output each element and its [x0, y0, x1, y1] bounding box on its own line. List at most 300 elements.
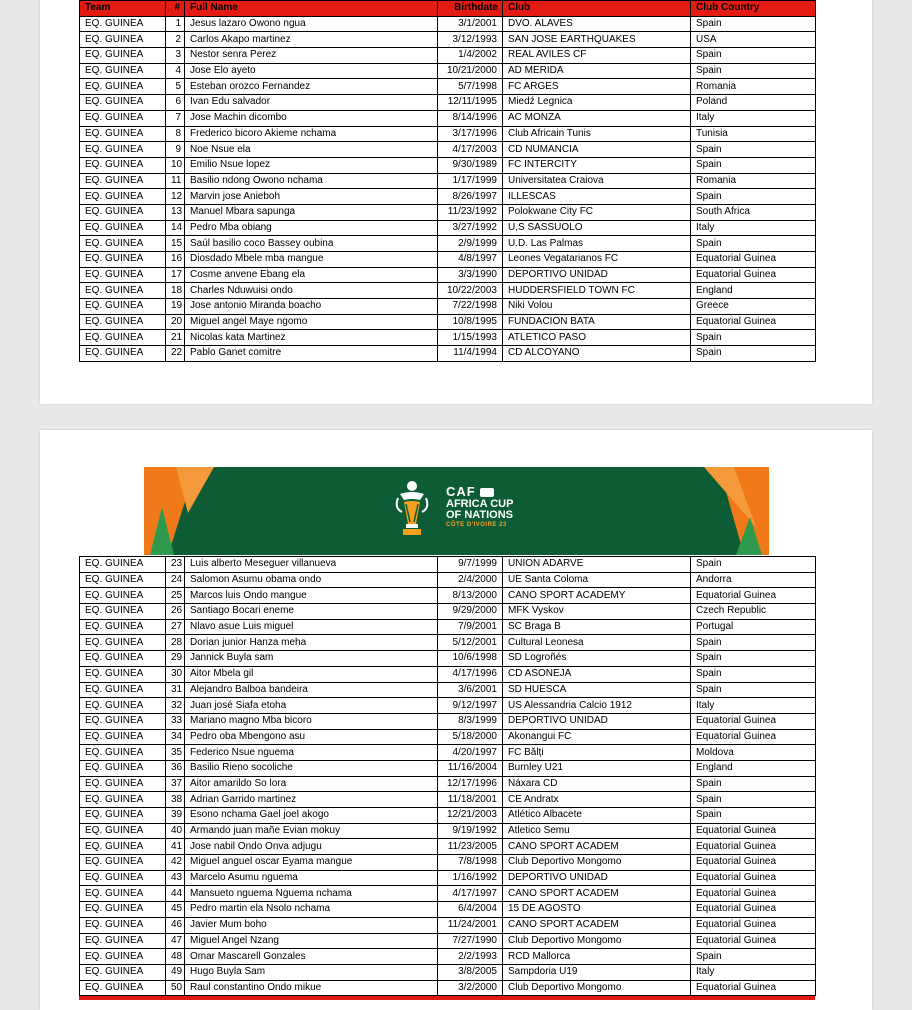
birthdate-cell: 8/14/1996 — [438, 110, 503, 126]
birthdate-cell: 8/13/2000 — [438, 588, 503, 604]
name-cell: Marvin jose Anieboh — [185, 189, 438, 205]
birthdate-cell: 3/17/1996 — [438, 126, 503, 142]
birthdate-cell: 7/8/1998 — [438, 855, 503, 871]
team-cell: EQ. GUINEA — [80, 651, 166, 667]
birthdate-cell: 11/23/1992 — [438, 204, 503, 220]
table-row — [80, 933, 816, 949]
birthdate-cell: 3/12/1993 — [438, 32, 503, 48]
club-cell: CD NUMANCIA — [503, 142, 691, 158]
number-cell: 42 — [166, 855, 185, 871]
name-cell: Noe Nsue ela — [185, 142, 438, 158]
club-cell: Polokwane City FC — [503, 204, 691, 220]
table-row — [80, 283, 816, 299]
birthdate-cell: 11/16/2004 — [438, 760, 503, 776]
birthdate-cell: 4/8/1997 — [438, 252, 503, 268]
header-team: Team — [80, 1, 166, 17]
club-country-cell: Romania — [691, 79, 816, 95]
team-cell: EQ. GUINEA — [80, 729, 166, 745]
team-cell: EQ. GUINEA — [80, 682, 166, 698]
club-country-cell: Spain — [691, 346, 816, 362]
team-cell: EQ. GUINEA — [80, 48, 166, 64]
name-cell: Nicolas kata Martinez — [185, 330, 438, 346]
table-row — [80, 572, 816, 588]
team-cell: EQ. GUINEA — [80, 666, 166, 682]
club-country-cell: Spain — [691, 776, 816, 792]
name-cell: Pedro oba Mbengono asu — [185, 729, 438, 745]
table-row — [80, 666, 816, 682]
table-row — [80, 792, 816, 808]
club-cell: Miedź Legnica — [503, 95, 691, 111]
club-country-cell: Spain — [691, 666, 816, 682]
team-cell: EQ. GUINEA — [80, 173, 166, 189]
team-cell: EQ. GUINEA — [80, 917, 166, 933]
birthdate-cell: 10/6/1998 — [438, 651, 503, 667]
table-row — [80, 267, 816, 283]
birthdate-cell: 9/19/1992 — [438, 823, 503, 839]
table-row — [80, 32, 816, 48]
table-row — [80, 604, 816, 620]
table-row — [80, 79, 816, 95]
banner-host: CÔTE D'IVOIRE 23 — [446, 522, 507, 528]
number-cell: 26 — [166, 604, 185, 620]
team-cell: EQ. GUINEA — [80, 839, 166, 855]
document-page-2 — [40, 430, 872, 1010]
team-cell: EQ. GUINEA — [80, 776, 166, 792]
birthdate-cell: 10/21/2000 — [438, 63, 503, 79]
name-cell: Jose Machin dicombo — [185, 110, 438, 126]
name-cell: Emilio Nsue lopez — [185, 157, 438, 173]
team-cell: EQ. GUINEA — [80, 32, 166, 48]
header-birthdate: Birthdate — [438, 1, 503, 17]
club-country-cell: Equatorial Guinea — [691, 855, 816, 871]
table-row — [80, 220, 816, 236]
club-country-cell: Spain — [691, 157, 816, 173]
team-cell: EQ. GUINEA — [80, 314, 166, 330]
team-cell: EQ. GUINEA — [80, 236, 166, 252]
club-cell: SAN JOSE EARTHQUAKES — [503, 32, 691, 48]
table-row — [80, 330, 816, 346]
team-cell: EQ. GUINEA — [80, 760, 166, 776]
club-country-cell: Poland — [691, 95, 816, 111]
page-bottom-rule — [79, 996, 815, 1000]
name-cell: Marcelo Asumu nguema — [185, 870, 438, 886]
birthdate-cell: 9/12/1997 — [438, 698, 503, 714]
club-cell: DEPORTIVO UNIDAD — [503, 267, 691, 283]
team-cell: EQ. GUINEA — [80, 16, 166, 32]
table-row — [80, 964, 816, 980]
club-cell: ATLETICO PASO — [503, 330, 691, 346]
name-cell: Basilio Rieno socoliche — [185, 760, 438, 776]
club-country-cell: Italy — [691, 110, 816, 126]
number-cell: 46 — [166, 917, 185, 933]
name-cell: Omar Mascarell Gonzales — [185, 949, 438, 965]
roster-body-1 — [80, 16, 816, 361]
table-row — [80, 980, 816, 996]
name-cell: Ivan Edu salvador — [185, 95, 438, 111]
club-country-cell: Equatorial Guinea — [691, 267, 816, 283]
table-row — [80, 855, 816, 871]
club-country-cell: Italy — [691, 220, 816, 236]
birthdate-cell: 1/15/1993 — [438, 330, 503, 346]
club-country-cell: Spain — [691, 557, 816, 573]
table-row — [80, 299, 816, 315]
number-cell: 40 — [166, 823, 185, 839]
header-full-name: Full Name — [185, 1, 438, 17]
club-cell: UE Santa Coloma — [503, 572, 691, 588]
name-cell: Pedro Mba obiang — [185, 220, 438, 236]
logo-wordmark — [446, 484, 513, 528]
team-cell: EQ. GUINEA — [80, 980, 166, 996]
club-country-cell: Equatorial Guinea — [691, 902, 816, 918]
name-cell: Frederico bicoro Akieme nchama — [185, 126, 438, 142]
birthdate-cell: 8/3/1999 — [438, 713, 503, 729]
number-cell: 19 — [166, 299, 185, 315]
team-cell: EQ. GUINEA — [80, 252, 166, 268]
team-cell: EQ. GUINEA — [80, 204, 166, 220]
team-cell: EQ. GUINEA — [80, 808, 166, 824]
number-cell: 1 — [166, 16, 185, 32]
club-country-cell: Italy — [691, 964, 816, 980]
number-cell: 27 — [166, 619, 185, 635]
birthdate-cell: 10/22/2003 — [438, 283, 503, 299]
club-cell: HUDDERSFIELD TOWN FC — [503, 283, 691, 299]
table-row — [80, 189, 816, 205]
team-cell: EQ. GUINEA — [80, 142, 166, 158]
club-country-cell: Spain — [691, 635, 816, 651]
number-cell: 37 — [166, 776, 185, 792]
team-cell: EQ. GUINEA — [80, 933, 166, 949]
club-cell: AC MONZA — [503, 110, 691, 126]
birthdate-cell: 1/16/1992 — [438, 870, 503, 886]
table-row — [80, 886, 816, 902]
table-row — [80, 870, 816, 886]
club-cell: FC Bălți — [503, 745, 691, 761]
club-country-cell: Equatorial Guinea — [691, 870, 816, 886]
club-country-cell: England — [691, 760, 816, 776]
club-country-cell: Equatorial Guinea — [691, 886, 816, 902]
number-cell: 7 — [166, 110, 185, 126]
number-cell: 36 — [166, 760, 185, 776]
birthdate-cell: 12/11/1995 — [438, 95, 503, 111]
club-cell: Akonangui FC — [503, 729, 691, 745]
number-cell: 33 — [166, 713, 185, 729]
birthdate-cell: 3/3/1990 — [438, 267, 503, 283]
birthdate-cell: 2/9/1999 — [438, 236, 503, 252]
club-country-cell: Spain — [691, 792, 816, 808]
name-cell: Nestor senra Perez — [185, 48, 438, 64]
table-row — [80, 204, 816, 220]
document-page-1 — [40, 0, 872, 404]
number-cell: 5 — [166, 79, 185, 95]
club-cell: RCD Mallorca — [503, 949, 691, 965]
table-row — [80, 729, 816, 745]
club-country-cell: Tunisia — [691, 126, 816, 142]
table-row — [80, 126, 816, 142]
club-country-cell: Romania — [691, 173, 816, 189]
name-cell: Saúl basilio coco Bassey oubina — [185, 236, 438, 252]
club-country-cell: South Africa — [691, 204, 816, 220]
number-cell: 39 — [166, 808, 185, 824]
team-cell: EQ. GUINEA — [80, 330, 166, 346]
birthdate-cell: 3/8/2005 — [438, 964, 503, 980]
birthdate-cell: 12/21/2003 — [438, 808, 503, 824]
number-cell: 12 — [166, 189, 185, 205]
birthdate-cell: 5/18/2000 — [438, 729, 503, 745]
club-country-cell: Spain — [691, 949, 816, 965]
table-row — [80, 760, 816, 776]
number-cell: 13 — [166, 204, 185, 220]
club-country-cell: Equatorial Guinea — [691, 252, 816, 268]
number-cell: 43 — [166, 870, 185, 886]
name-cell: Pedro martin ela Nsolo nchama — [185, 902, 438, 918]
table-row — [80, 110, 816, 126]
number-cell: 11 — [166, 173, 185, 189]
team-cell: EQ. GUINEA — [80, 157, 166, 173]
number-cell: 2 — [166, 32, 185, 48]
club-country-cell: Greece — [691, 299, 816, 315]
name-cell: Salomon Asumu obama ondo — [185, 572, 438, 588]
club-cell: Leones Vegatarianos FC — [503, 252, 691, 268]
club-country-cell: Spain — [691, 16, 816, 32]
birthdate-cell: 7/9/2001 — [438, 619, 503, 635]
club-cell: CD ALCOYANO — [503, 346, 691, 362]
name-cell: Cosme anvene Ebang ela — [185, 267, 438, 283]
birthdate-cell: 11/18/2001 — [438, 792, 503, 808]
club-country-cell: Spain — [691, 682, 816, 698]
table-row — [80, 16, 816, 32]
team-cell: EQ. GUINEA — [80, 886, 166, 902]
club-country-cell: Equatorial Guinea — [691, 314, 816, 330]
club-cell: Burnley U21 — [503, 760, 691, 776]
name-cell: Jesus lazaro Owono ngua — [185, 16, 438, 32]
header-club-country: Club Country — [691, 1, 816, 17]
team-cell: EQ. GUINEA — [80, 283, 166, 299]
birthdate-cell: 9/7/1999 — [438, 557, 503, 573]
table-row — [80, 713, 816, 729]
club-country-cell: Spain — [691, 330, 816, 346]
club-cell: DVO. ALAVES — [503, 16, 691, 32]
name-cell: Jose nabil Ondo Onva adjugu — [185, 839, 438, 855]
birthdate-cell: 8/26/1997 — [438, 189, 503, 205]
birthdate-cell: 9/29/2000 — [438, 604, 503, 620]
table-row — [80, 252, 816, 268]
birthdate-cell: 11/24/2001 — [438, 917, 503, 933]
birthdate-cell: 2/4/2000 — [438, 572, 503, 588]
club-cell: Sampdoria U19 — [503, 964, 691, 980]
birthdate-cell: 7/22/1998 — [438, 299, 503, 315]
number-cell: 30 — [166, 666, 185, 682]
name-cell: Federico Nsue nguema — [185, 745, 438, 761]
club-cell: Atlético Albacete — [503, 808, 691, 824]
table-row — [80, 698, 816, 714]
name-cell: Luis alberto Meseguer villanueva — [185, 557, 438, 573]
number-cell: 28 — [166, 635, 185, 651]
birthdate-cell: 3/2/2000 — [438, 980, 503, 996]
club-cell: Club Africain Tunis — [503, 126, 691, 142]
team-cell: EQ. GUINEA — [80, 95, 166, 111]
team-cell: EQ. GUINEA — [80, 110, 166, 126]
number-cell: 3 — [166, 48, 185, 64]
team-cell: EQ. GUINEA — [80, 698, 166, 714]
club-cell: UNION ADARVE — [503, 557, 691, 573]
number-cell: 14 — [166, 220, 185, 236]
birthdate-cell: 3/1/2001 — [438, 16, 503, 32]
club-country-cell: Spain — [691, 189, 816, 205]
roster-table-1 — [79, 0, 816, 362]
team-cell: EQ. GUINEA — [80, 604, 166, 620]
birthdate-cell: 7/27/1990 — [438, 933, 503, 949]
team-cell: EQ. GUINEA — [80, 745, 166, 761]
number-cell: 10 — [166, 157, 185, 173]
number-cell: 4 — [166, 63, 185, 79]
club-cell: Cultural Leonesa — [503, 635, 691, 651]
number-cell: 45 — [166, 902, 185, 918]
club-cell: REAL AVILES CF — [503, 48, 691, 64]
name-cell: Carlos Akapo martinez — [185, 32, 438, 48]
birthdate-cell: 4/17/1997 — [438, 886, 503, 902]
table-row — [80, 142, 816, 158]
header-number: # — [166, 1, 185, 17]
number-cell: 29 — [166, 651, 185, 667]
team-cell: EQ. GUINEA — [80, 855, 166, 871]
birthdate-cell: 3/6/2001 — [438, 682, 503, 698]
team-cell: EQ. GUINEA — [80, 870, 166, 886]
club-country-cell: Portugal — [691, 619, 816, 635]
table-row — [80, 314, 816, 330]
name-cell: Armando juan mañe Evian mokuy — [185, 823, 438, 839]
birthdate-cell: 1/4/2002 — [438, 48, 503, 64]
number-cell: 50 — [166, 980, 185, 996]
table-row — [80, 745, 816, 761]
table-row — [80, 346, 816, 362]
club-country-cell: Andorra — [691, 572, 816, 588]
birthdate-cell: 5/7/1998 — [438, 79, 503, 95]
club-cell: CANO SPORT ACADEM — [503, 839, 691, 855]
table-row — [80, 48, 816, 64]
team-cell: EQ. GUINEA — [80, 964, 166, 980]
name-cell: Basilio ndong Owono nchama — [185, 173, 438, 189]
table-row — [80, 588, 816, 604]
number-cell: 17 — [166, 267, 185, 283]
number-cell: 34 — [166, 729, 185, 745]
team-cell: EQ. GUINEA — [80, 79, 166, 95]
birthdate-cell: 4/17/1996 — [438, 666, 503, 682]
club-cell: CANO SPORT ACADEMY — [503, 588, 691, 604]
club-cell: CANO SPORT ACADEM — [503, 886, 691, 902]
club-cell: FC INTERCITY — [503, 157, 691, 173]
club-country-cell: Equatorial Guinea — [691, 729, 816, 745]
number-cell: 44 — [166, 886, 185, 902]
club-cell: CANO SPORT ACADEM — [503, 917, 691, 933]
number-cell: 48 — [166, 949, 185, 965]
birthdate-cell: 11/4/1994 — [438, 346, 503, 362]
name-cell: Aitor amarildo So lora — [185, 776, 438, 792]
number-cell: 23 — [166, 557, 185, 573]
birthdate-cell: 2/2/1993 — [438, 949, 503, 965]
header-club: Club — [503, 1, 691, 17]
club-country-cell: Spain — [691, 63, 816, 79]
name-cell: Aitor Mbela gil — [185, 666, 438, 682]
table-row — [80, 949, 816, 965]
name-cell: Santiago Bocari eneme — [185, 604, 438, 620]
club-cell: US Alessandria Calcio 1912 — [503, 698, 691, 714]
club-country-cell: Spain — [691, 48, 816, 64]
team-cell: EQ. GUINEA — [80, 220, 166, 236]
team-cell: EQ. GUINEA — [80, 63, 166, 79]
name-cell: Adrian Garrido martinez — [185, 792, 438, 808]
team-cell: EQ. GUINEA — [80, 902, 166, 918]
club-country-cell: Moldova — [691, 745, 816, 761]
birthdate-cell: 1/17/1999 — [438, 173, 503, 189]
table-row — [80, 808, 816, 824]
name-cell: Marcos luis Ondo mangue — [185, 588, 438, 604]
table-row — [80, 173, 816, 189]
club-country-cell: Equatorial Guinea — [691, 839, 816, 855]
table-row — [80, 635, 816, 651]
name-cell: Miguel anguel oscar Eyama mangue — [185, 855, 438, 871]
birthdate-cell: 3/27/1992 — [438, 220, 503, 236]
number-cell: 24 — [166, 572, 185, 588]
team-cell: EQ. GUINEA — [80, 949, 166, 965]
club-cell: CD ASONEJA — [503, 666, 691, 682]
team-cell: EQ. GUINEA — [80, 126, 166, 142]
table-row — [80, 557, 816, 573]
banner-line-1: AFRICA CUP — [446, 498, 514, 510]
club-cell: Náxara CD — [503, 776, 691, 792]
club-cell: AD MERIDA — [503, 63, 691, 79]
team-cell: EQ. GUINEA — [80, 792, 166, 808]
club-cell: U.D. Las Palmas — [503, 236, 691, 252]
club-country-cell: Spain — [691, 808, 816, 824]
club-country-cell: Equatorial Guinea — [691, 917, 816, 933]
birthdate-cell: 10/8/1995 — [438, 314, 503, 330]
club-country-cell: Equatorial Guinea — [691, 933, 816, 949]
name-cell: Pablo Ganet comitre — [185, 346, 438, 362]
afcon-logo — [390, 478, 530, 548]
number-cell: 38 — [166, 792, 185, 808]
team-cell: EQ. GUINEA — [80, 346, 166, 362]
club-cell: SD Logroñés — [503, 651, 691, 667]
number-cell: 41 — [166, 839, 185, 855]
club-country-cell: Equatorial Guinea — [691, 823, 816, 839]
table-row — [80, 839, 816, 855]
club-cell: Club Deportivo Mongomo — [503, 855, 691, 871]
club-country-cell: Equatorial Guinea — [691, 713, 816, 729]
birthdate-cell: 12/17/1996 — [438, 776, 503, 792]
team-cell: EQ. GUINEA — [80, 189, 166, 205]
club-cell: Club Deportivo Mongomo — [503, 933, 691, 949]
table-row — [80, 95, 816, 111]
birthdate-cell: 4/17/2003 — [438, 142, 503, 158]
number-cell: 9 — [166, 142, 185, 158]
club-country-cell: Equatorial Guinea — [691, 588, 816, 604]
team-cell: EQ. GUINEA — [80, 635, 166, 651]
roster-table-2 — [79, 556, 816, 996]
name-cell: Alejandro Balboa bandeira — [185, 682, 438, 698]
club-cell: Niki Volou — [503, 299, 691, 315]
number-cell: 25 — [166, 588, 185, 604]
table-row — [80, 917, 816, 933]
name-cell: Javier Mum boho — [185, 917, 438, 933]
club-country-cell: Italy — [691, 698, 816, 714]
team-cell: EQ. GUINEA — [80, 713, 166, 729]
number-cell: 18 — [166, 283, 185, 299]
number-cell: 49 — [166, 964, 185, 980]
table-row — [80, 776, 816, 792]
birthdate-cell: 6/4/2004 — [438, 902, 503, 918]
name-cell: Miguel angel Maye ngomo — [185, 314, 438, 330]
number-cell: 32 — [166, 698, 185, 714]
